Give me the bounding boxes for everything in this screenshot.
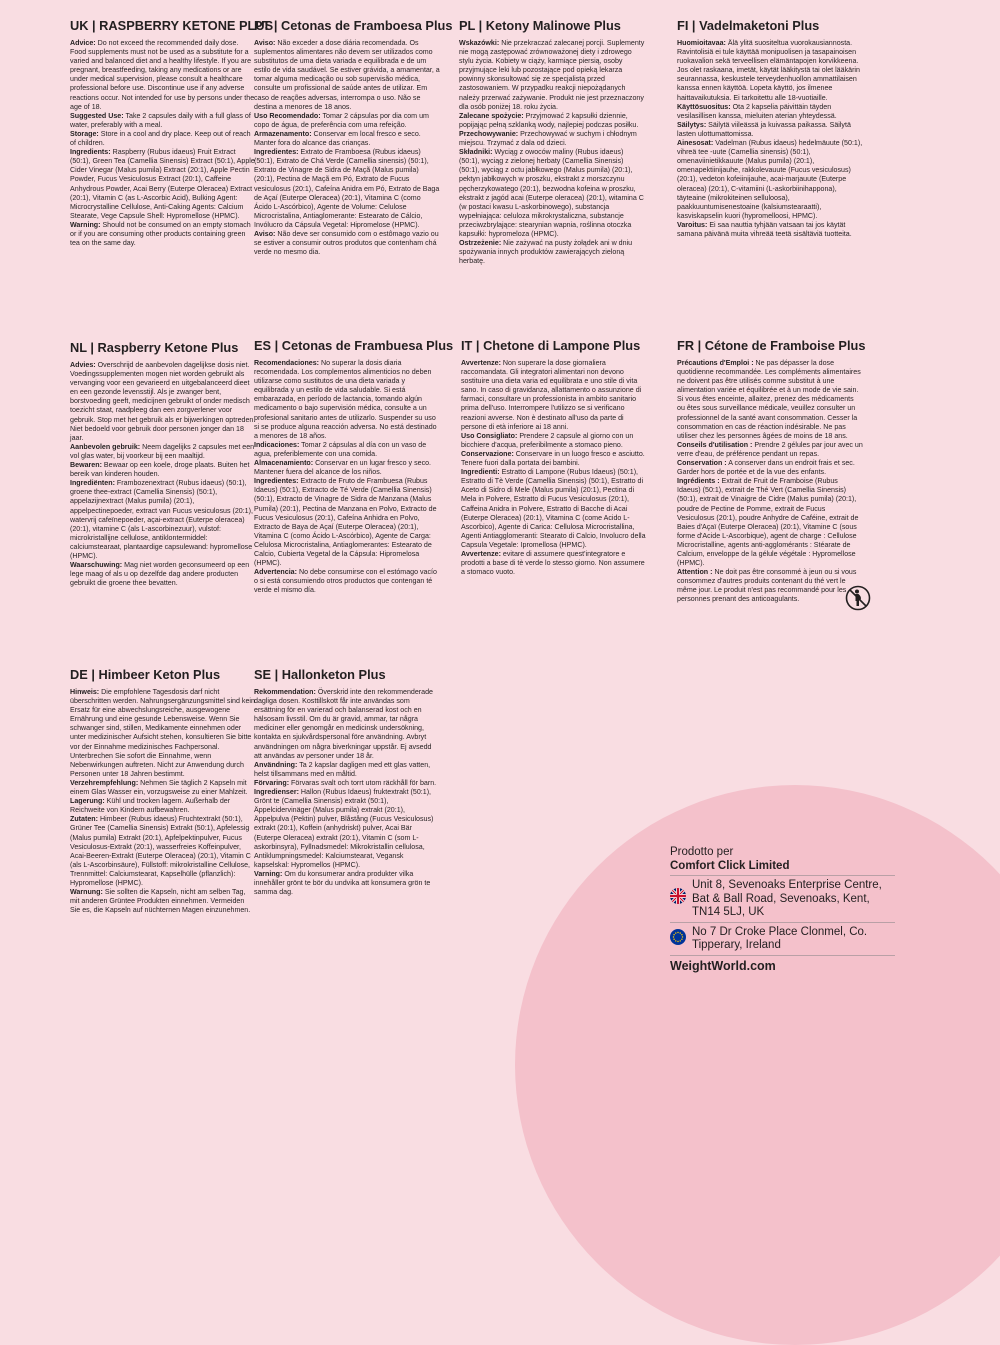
section-paragraph [254,441,440,459]
paragraph-label: Förvaring: [254,778,290,787]
paragraph-text: Sie sollten die Kapseln, nicht am selben Tag, mit anderen Grüntee Produkten einnehmen. Vermeiden Sie es, die Kapseln auf nüchternen Magen einzunehmen. [70,888,251,915]
pregnancy-warning-icon [845,585,871,611]
section-paragraph [459,239,645,266]
paragraph-label: Lagerung: [70,797,105,806]
uk-address: Unit 8, Sevenoaks Enterprise Centre, Bat & Ball Road, Sevenoaks, Kent, TN14 5LJ, UK [692,879,882,918]
section-pt [254,18,453,257]
ie-address-row [670,926,895,953]
paragraph-text: Extrato de Framboesa (Rubus idaeus) (50:1), Extrato de Chá Verde (Camellia sinensis) (50:1), Extrato de Vinagre de Sidra de Maçã (Malus pumila) (20:1), Pectina de Maçã em Pó, Extrato de Fucus vesiculosus (20:1), Cafeína Anidra em Pó, Extrato de Baga de Açaí (Euterpe Oleracea) (20:1), Vitamina C (como Ácido L-Ascórbico), Agente de Volume: Celulose Microcristalina, Antiaglomerante: Estearato de Cálcio, Invólucro da Cápsula Vegetal: Hipromelose (HPMC). [254,148,440,229]
paragraph-text: Die empfohlene Tagesdosis darf nicht überschritten werden. Nahrungsergänzungsmittel sind kein Ersatz für eine abwechslungsreiche, ausgewogene Ernährung und eine gesunde Lebensweise. Wenn Sie schwanger sind, stillen, Medikamente einnehmen oder unter medizinischer Aufsicht stehen, konsultieren Sie bitte vor der Einnahme medizinisches Fachpersonal. Unterbrechen Sie sofort die Einnahme, wenn Nebenwirkungen auftreten. Nicht zur Anwendung durch Personen unter 18 Jahren bestimmt. [70,688,255,778]
section-es [254,338,454,595]
section-body [70,39,256,248]
paragraph-text: Overschrijd de aanbevolen dagelijkse dosis niet. Voedingssupplementen mogen niet worden gebruikt als vervanging voor een gevarieerd en uitgebalanceerd dieet en een gezonde levensstijl. Als je zwanger bent, borstvoeding geeft, medicijnen gebruikt of onder medisch toezicht staat, raadpleeg dan een zorgverlener voor gebruik. Stop met het gebruik als er bijwerkingen optreden. Niet bedoeld voor gebruik door personen jonger dan 18 jaar. [70,361,256,442]
paragraph-label: Aviso: [254,229,276,238]
paragraph-label: Zutaten: [70,815,98,824]
paragraph-label: Aanbevolen gebruik: [70,442,141,451]
section-title: FI | Vadelmaketoni Plus [677,18,820,33]
paragraph-text: Överskrid inte den rekommenderade dagliga dosen. Kosttillskott får inte användas som ersättning för en varierad och balanserad kost och en hälsosam livsstil. Om du är gravid, ammar, tar några mediciner eller genomgår en medicinsk undersökning, kontakta en sjukvårdspersonal före användning. Avbryt användningen om några biverkningar uppstår. Ej avsedd att användas av personer under 18 år. [254,688,433,760]
paragraph-label: Varoitus: [677,220,708,229]
paragraph-text: Conservar en un lugar fresco y seco. Mantener fuera del alcance de los niños. [254,459,432,477]
paragraph-text: Frambozenextract (Rubus idaeus) (50:1), groene thee-extract (Camellia Sinensis) (50:1), appelazijnextract (Malus pumila) (20:1), appelpectinepoeder, extract van Fucus vesiculosus (20:1), watervrij cafeïnepoeder, açai-extract (Euterpe oleracea) (20:1), vitamine C (als L-ascorbinezuur), vulstof: microkristallijne cellulose, antiklontermiddel: calciumstearaat, plantaardige capsulewand: hypromellose (HPMC). [70,479,253,560]
section-body [461,359,647,577]
paragraph-text: Estratto di Lampone (Rubus Idaeus) (50:1), Estratto di Tè Verde (Camellia Sinensis) (50:1), Estratto di Aceto di Sidro di Mele (Malus pumila) (20:1), Pectina di Mela in Polvere, Estratto di Fucus Vesiculosus (20:1), Caffeina Anidra in Polvere, Estratto di Bacche di Acai (Euterpe Oleracea) (20:1), Vitamina C (come Acido L-Ascorbico), Agente di Carica: Cellulosa Microcristallina, Agenti Antiagglomeranti: Stearato di Calcio, Involucro della Capsula Vegetale: Ipromellosa (HPMC). [461,468,646,549]
paragraph-label: Conservazione: [461,449,514,458]
paragraph-text: A conserver dans un endroit frais et sec. Garder hors de portée et de la vue des enfants. [677,459,855,477]
section-body [459,39,645,266]
paragraph-label: Składniki: [459,148,493,157]
section-paragraph [70,39,256,112]
section-paragraph [677,441,863,459]
paragraph-label: Advice: [70,39,96,47]
paragraph-text: Nie zażywać na pusty żołądek ani w dniu spożywania innych produktów zawierających zieloną herbatę. [459,239,633,266]
section-title: DE | Himbeer Keton Plus [70,667,221,682]
section-paragraph [459,39,645,112]
paragraph-text: Prendere 2 capsule al giorno con un bicchiere d'acqua, preferibilmente a stomaco pieno. [461,431,634,449]
section-paragraph [70,815,256,888]
section-nl [70,340,256,588]
paragraph-text: No debe consumirse con el estómago vacío o si está consumiendo otros productos que contengan té verde el mismo día. [254,568,437,595]
paragraph-text: evitare di assumere quest'integratore e prodotti a base di tè verde lo stesso giorno. Non assumere a stomaco vuoto. [461,549,645,577]
paragraph-label: Bewaren: [70,461,102,470]
paragraph-text: Przyjmować 2 kapsułki dziennie, popijając pełną szklanką wody, najlepiej podczas posiłku. [459,111,639,129]
section-title: PT | Cetonas de Framboesa Plus [254,18,453,33]
section-it [461,338,647,577]
section-body [254,359,440,595]
section-de [70,667,256,915]
section-paragraph [677,103,863,121]
section-pl [459,18,645,266]
paragraph-label: Almacenamiento: [254,459,314,468]
section-paragraph [461,359,647,432]
paragraph-label: Uso Recomendado: [254,111,321,120]
section-paragraph [677,39,863,103]
section-title: FR | Cétone de Framboise Plus [677,338,866,353]
section-paragraph [254,779,440,788]
section-paragraph [677,477,863,568]
paragraph-text: Ota 2 kapselia päivittäin täyden vesilasillisen kanssa, mieluiten aterian yhteydessä. [677,102,837,120]
section-paragraph [461,468,647,550]
paragraph-text: Wyciąg z owoców maliny (Rubus idaeus) (50:1), wyciąg z zielonej herbaty (Camellia Sinensis) (50:1), wyciąg z octu jabłkowego (Malus pumila) (20:1), pektyn jabłkowych w proszku, ekstrakt z morszczynu pęcherzykowatego (20:1), bezwodna kofeina w proszku, ekstrakt z jagód acai (Euterpe oleracea) (20:1), witamina C (w postaci kwasu L-askorbinowego), substancja wypełniająca: celuloza mikrokrystaliczna, substancje przeciwzbrylające: stearynian wapnia, roślinna otoczka kapsułki: hypromeloza (HPMC). [459,148,644,238]
section-body [677,359,863,605]
section-paragraph [461,450,647,468]
section-title: ES | Cetonas de Frambuesa Plus [254,338,454,353]
section-paragraph [254,477,440,568]
section-paragraph [254,148,440,230]
section-paragraph [254,130,440,148]
paragraph-label: Ingredienti: [461,468,500,477]
section-fr [677,338,866,605]
uk-address-row [670,879,895,920]
paragraph-text: Não deve ser consumido com o estômago vazio ou se estiver a consumir outros produtos que contenham chá verde no mesmo dia. [254,229,439,257]
paragraph-label: Zalecane spożycie: [459,111,524,120]
section-paragraph [254,870,440,897]
section-paragraph [677,121,863,139]
section-paragraph [254,39,440,112]
paragraph-text: Ta 2 kapslar dagligen med ett glas vatten, helst tillsammans med en måltid. [254,760,431,778]
paragraph-text: No superar la dosis diaria recomendada. Los complementos alimenticios no deben utilizarse como sustitutos de una dieta variada y equilibrada y un estilo de vida saludable. Si está embarazada, en período de lactancia, tomando algún medicamento o bajo supervisión médica, consulte a un profesional sanitario antes de utilizarlo. Suspender su uso si se produce alguna reacción adversa. No está destinado a menores de 18 años. [254,359,437,440]
section-paragraph [461,550,647,577]
section-body [254,688,440,897]
paragraph-label: Przechowywanie: [459,129,519,138]
section-paragraph [70,221,256,248]
paragraph-text: Tomar 2 cápsulas al día con un vaso de agua, preferiblemente con una comida. [254,440,427,458]
section-paragraph [70,888,256,915]
section-paragraph [461,432,647,450]
section-paragraph [677,359,863,441]
divider [670,955,895,956]
paragraph-label: Hinweis: [70,688,100,696]
section-paragraph [677,568,863,604]
section-paragraph [254,761,440,779]
section-title: PL | Ketony Malinowe Plus [459,18,621,33]
paragraph-label: Advies: [70,361,96,369]
paragraph-text: Should not be consumed on an empty stomach or if you are consuming other products containing green tea on the same day. [70,220,251,248]
ie-address: No 7 Dr Croke Place Clonmel, Co. Tipperary, Ireland [692,925,868,951]
paragraph-text: Himbeer (Rubus idaeus) Fruchtextrakt (50:1), Grüner Tee (Camellia Sinensis) Extrakt (50:1), Apfelessig (Malus pumila) Extrakt (20:1), Apfelpektinpulver, Fucus Vesiculosus-Extrakt (20:1), wasserfreies Koffeinpulver, Acai-Beeren-Extrakt (Euterpe Oleracea) (20:1), Vitamin C (als L-Ascorbinsäure), Füllstoff: mikrokristalline Cellulose, Trennmittel: Calciumstearat, Kapselhülle (pflanzlich): Hypromellose (HPMC). [70,815,251,887]
paragraph-label: Précautions d'Emploi : [677,359,754,367]
section-paragraph [254,459,440,477]
paragraph-text: Bewaar op een koele, droge plaats. Buiten het bereik van kinderen houden. [70,461,250,479]
paragraph-label: Ingredients: [70,148,111,157]
paragraph-label: Advertencia: [254,568,297,577]
paragraph-text: Conservar em local fresco e seco. Manter fora do alcance das crianças. [254,129,421,148]
paragraph-text: Extrait de Fruit de Framboise (Rubus Idaeus) (50:1), extrait de Thé Vert (Camellia Sinensis) (50:1), extrait de Vinaigre de Cidre (Malus pumila) (20:1), poudre de Pectine de Pomme, extrait de Fucus Vesiculosus (20:1), poudre Anhydre de Caféine, extrait de Baies d'Açaï (Euterpe Oleracea) (20:1), Vitamine C (sous forme d'Acide L-Ascorbique), agent de charge : Cellulose Microcristalline, agents anti-agglomérants : Stéarate de Calcium, enveloppe de la gélule végétale : Hypromellose (HPMC). [677,477,859,568]
website-link[interactable]: WeightWorld.com [670,958,776,973]
divider [670,875,895,876]
paragraph-text: Do not exceed the recommended daily dose. Food supplements must not be used as a substitute for a varied and balanced diet and a healthy lifestyle. If you are pregnant, breastfeeding, taking any medications or are under medical supervision, please consult a healthcare professional before use. Discontinue use if any adverse reactions occur. Not intended for use by persons under the age of 18. [70,39,255,111]
paragraph-text: Hallon (Rubus Idaeus) fruktextrakt (50:1), Grönt te (Camellia Sinensis) extrakt (50:1), Äppelcidervinäger (Malus pumila) extrakt (20:1), Äppelpulva (Pektin) pulver, Blåstång (Fucus Vesiculosus) extrakt (20:1), Koffein (anhydriskt) pulver, Acai Bär (Euterpe Oleracea) extrakt (20:1), Vitamin C (som L-askorbinsyra), Fyllnadsmedel: Mikrokristallin cellulosa, Antiklumpningsmedel: Kalciumstearat, Vegansk kapselskal: Hypromellos (HPMC). [254,788,434,869]
paragraph-label: Warnung: [70,888,103,897]
section-paragraph [70,112,256,130]
uk-flag-icon [670,888,686,904]
paragraph-label: Warning: [70,220,101,229]
section-se [254,667,440,897]
paragraph-label: Huomioitavaa: [677,39,726,47]
section-paragraph [70,797,256,815]
paragraph-label: Avvertenze: [461,549,501,558]
paragraph-text: Extracto de Fruto de Frambuesa (Rubus Idaeus) (50:1), Extracto de Té Verde (Camellia Sinensis) (50:1), Extracto de Vinagre de Sidra de Manzana (Malus Pumila) (20:1), Pectina de Manzana en Polvo, Extracto de Fucus Vesiculosus (20:1), Cafeína Anhidra en Polvo, Extracto de Baya de Açaí (Euterpe Oleracea) (20:1), Vitamina C (como Ácido L-Ascórbico), Agente de Carga: Celulosa Microcristalina, Antiaglomerantes: Estearato de Calcio, Cubierta Vegetal de la Cápsula: Hipromelosa (HPMC). [254,477,437,568]
company-name: Comfort Click Limited [670,860,790,872]
paragraph-label: Käyttösuositus: [677,102,731,111]
paragraph-text: Ne doit pas être consommé à jeun ou si vous consommez d'autres produits contenant du thé vert le même jour. Le produit n'est pas recommandé pour les personnes prenant des anticoagulants. [677,568,857,604]
section-paragraph [70,779,256,797]
section-paragraph [70,443,256,461]
producer-block [670,845,895,973]
section-paragraph [70,688,256,779]
paragraph-text: Tomar 2 cápsulas por dia com um copo de água, de preferência com uma refeição. [254,111,429,129]
section-paragraph [254,568,440,595]
paragraph-text: Ne pas dépasser la dose quotidienne recommandée. Les compléments alimentaires ne doivent pas être utilisés comme substitut à une alimentation variée et équilibrée et à un mode de vie sain. Si vous êtes enceinte, allaitez, prenez des médicaments ou êtes sous surveillance médicale, veuillez consulter un professionnel de la santé avant consommation. Cesser la consommation en cas de réaction indésirable. Ne pas utiliser chez les personnes âgées de moins de 18 ans. [677,359,861,440]
section-paragraph [677,139,863,221]
section-paragraph [70,130,256,148]
paragraph-text: Nie przekraczać zalecanej porcji. Suplementy nie mogą zastępować zrównoważonej diety i zdrowego stylu życia. Kobiety w ciąży, karmiące piersią, osoby przyjmujące leki lub pozostające pod opieką lekarza powinny skonsultować się ze specjalistą przed zastosowaniem. W przypadku reakcji niepożądanych należy przerwać zażywanie. Produkt nie jest przeznaczony dla osób poniżej 18. roku życia. [459,39,645,111]
section-paragraph [254,688,440,761]
paragraph-label: Recomendaciones: [254,359,320,367]
paragraph-label: Varning: [254,869,283,878]
divider [670,922,895,923]
paragraph-label: Avvertenze: [461,359,501,367]
paragraph-text: Não exceder a dose diária recomendada. Os suplementos alimentares não devem ser utilizados como substitutos de uma dieta variada e equilibrada e de um estilo de vida saudável. Se estiver grávida, a amamentar, a tomar alguma medicação ou sob supervisão médica, consulte um profissional de saúde antes de utilizar. Em caso de reações adversas, interrompa o uso. Não se destina a menores de 18 anos. [254,39,440,111]
paragraph-label: Ingredientes: [254,477,299,486]
paragraph-text: Take 2 capsules daily with a full glass of water, preferably with a meal. [70,111,251,129]
paragraph-label: Ingredienser: [254,788,299,797]
section-body [70,361,256,588]
paragraph-text: Raspberry (Rubus idaeus) Fruit Extract (50:1), Green Tea (Camellia Sinensis) Extract (50:1), Apple Cider Vinegar (Malus pumila) Extract (20:1), Apple Pectin Powder, Fucus Vesiculosus Extract (20:1), Caffeine Anhydrous Powder, Acai Berry (Euterpe Oleracea) Extract (20:1), Vitamin C (as L-Ascorbic Acid), Bulking Agent: Microcrystalline Cellulose, Anti-Caking Agents: Calcium Stearate, Vege Capsule Shell: Hypromellose (HPMC). [70,148,255,220]
section-paragraph [459,112,645,130]
section-title: UK | RASPBERRY KETONE PLUS [70,18,274,33]
section-paragraph [677,459,863,477]
section-paragraph [70,561,256,588]
section-paragraph [70,361,256,443]
paragraph-label: Säilytys: [677,120,707,129]
section-paragraph [677,221,863,239]
paragraph-label: Ainesosat: [677,139,714,148]
paragraph-text: Om du konsumerar andra produkter vilka innehåller grönt te bör du undvika att konsumera grön te samma dag. [254,869,431,897]
paragraph-text: Nehmen Sie täglich 2 Kapseln mit einem Glas Wasser ein, vorzugsweise zu einer Mahlzeit. [70,778,248,797]
paragraph-label: Wskazówki: [459,39,500,47]
paragraph-label: Ostrzeżenie: [459,239,502,248]
paragraph-label: Verzehrempfehlung: [70,778,139,787]
paragraph-text: Mag niet worden geconsumeerd op een lege maag of als u op dezelfde dag andere producten gebruikt die groene thee bevatten. [70,561,250,588]
paragraph-label: Conservation : [677,459,727,468]
section-paragraph [70,461,256,479]
section-body [70,688,256,915]
paragraph-text: Älä ylitä suositeltua vuorokausiannosta. Ravintolisiä ei tule käyttää monipuolisen ja tasapainoisen ruokavalion sekä terveellisen elämäntapojen korvikkeena. Jos olet raskaana, imetät, käytät lääkitystä tai olet lääkärin seurannassa, keskustele terveydenhuollon ammattilaisen kanssa ennen käyttöä. Lopeta käyttö, jos ilmenee haittavaikutuksia. Ei tarkoitettu alle 18-vuotiaille. [677,39,860,102]
paragraph-label: Storage: [70,129,99,138]
section-paragraph [254,359,440,441]
paragraph-text: Non superare la dose giornaliera raccomandata. Gli integratori alimentari non devono sostituire una dieta varia ed equilibrata e uno stile di vita sano. In caso di gravidanza, allattamento o assunzione di farmaci, consultare un professionista in ambito sanitario prima dell'uso. Interrompere l'utilizzo se si verificano reazioni avverse. Non è destinato all'uso da parte di persone di età inferiore ai 18 anni. [461,359,642,431]
paragraph-label: Attention : [677,568,713,577]
paragraph-label: Uso Consigliato: [461,431,518,440]
paragraph-text: Store in a cool and dry place. Keep out of reach of children. [70,129,251,148]
section-paragraph [459,148,645,239]
paragraph-text: Säilytä viileässä ja kuivassa paikassa. Säilytä lasten ulottumattomissa. [677,120,851,138]
paragraph-label: Armazenamento: [254,129,312,138]
section-fi [677,18,863,239]
paragraph-label: Ingrédients : [677,477,720,486]
paragraph-label: Indicaciones: [254,440,300,449]
section-paragraph [254,230,440,257]
paragraph-label: Aviso: [254,39,276,47]
paragraph-label: Waarschuwing: [70,561,123,570]
section-paragraph [254,112,440,130]
paragraph-label: Conseils d'utilisation : [677,440,753,449]
paragraph-label: Användning: [254,760,298,769]
paragraph-label: Suggested Use: [70,111,124,120]
paragraph-text: Prendre 2 gélules par jour avec un verre d'eau, de préférence pendant un repas. [677,440,863,458]
paragraph-label: Ingrediënten: [70,479,115,488]
paragraph-text: Kühl und trocken lagern. Außerhalb der Reichweite von Kindern aufbewahren. [70,797,231,815]
paragraph-text: Förvaras svalt och torrt utom räckhåll för barn. [289,778,437,787]
section-title: SE | Hallonketon Plus [254,667,386,682]
paragraph-text: Vadelman (Rubus idaeus) hedelmäuute (50:1), vihreä tee -uute (Camellia sinensis) (50:1), omenaviinietikkauute (Malus pumila) (20:1), omenapektiinijauhe, rakkolevauute (Fucus vesiculosus) (20:1), vedeton kofeiinijauhe, acai-marjauute (Euterpe oleracea) (20:1), C-vitamiini (L-askorbiinihappona), täyteaine (mikrokiteinen selluloosa), paakkuuntumisenestoaine (kalsiumstearaatti), kasviskapselin kuori (hypromelloosi, HPMC). [677,139,863,220]
paragraph-label: Rekommendation: [254,688,316,696]
eu-flag-icon [670,929,686,945]
paragraph-text: Conservare in un luogo fresco e asciutto. Tenere fuori dalla portata dei bambini. [461,449,645,468]
section-body [677,39,863,239]
section-title: NL | Raspberry Ketone Plus [70,340,239,355]
section-body [254,39,440,257]
section-paragraph [70,148,256,221]
section-paragraph [459,130,645,148]
section-paragraph [254,788,440,870]
paragraph-text: Ei saa nauttia tyhjään vatsaan tai jos käytät samana päivänä muita vihreää teetä sisältäviä tuotteita. [677,220,852,238]
section-title: IT | Chetone di Lampone Plus [461,338,641,353]
produced-by-label: Prodotto per [670,846,734,858]
section-paragraph [70,479,256,561]
paragraph-text: Neem dagelijks 2 capsules met een vol glas water, bij voorkeur bij een maaltijd. [70,442,255,460]
paragraph-label: Ingredientes: [254,148,299,157]
paragraph-text: Przechowywać w suchym i chłodnym miejscu. Trzymać z dala od dzieci. [459,129,637,148]
